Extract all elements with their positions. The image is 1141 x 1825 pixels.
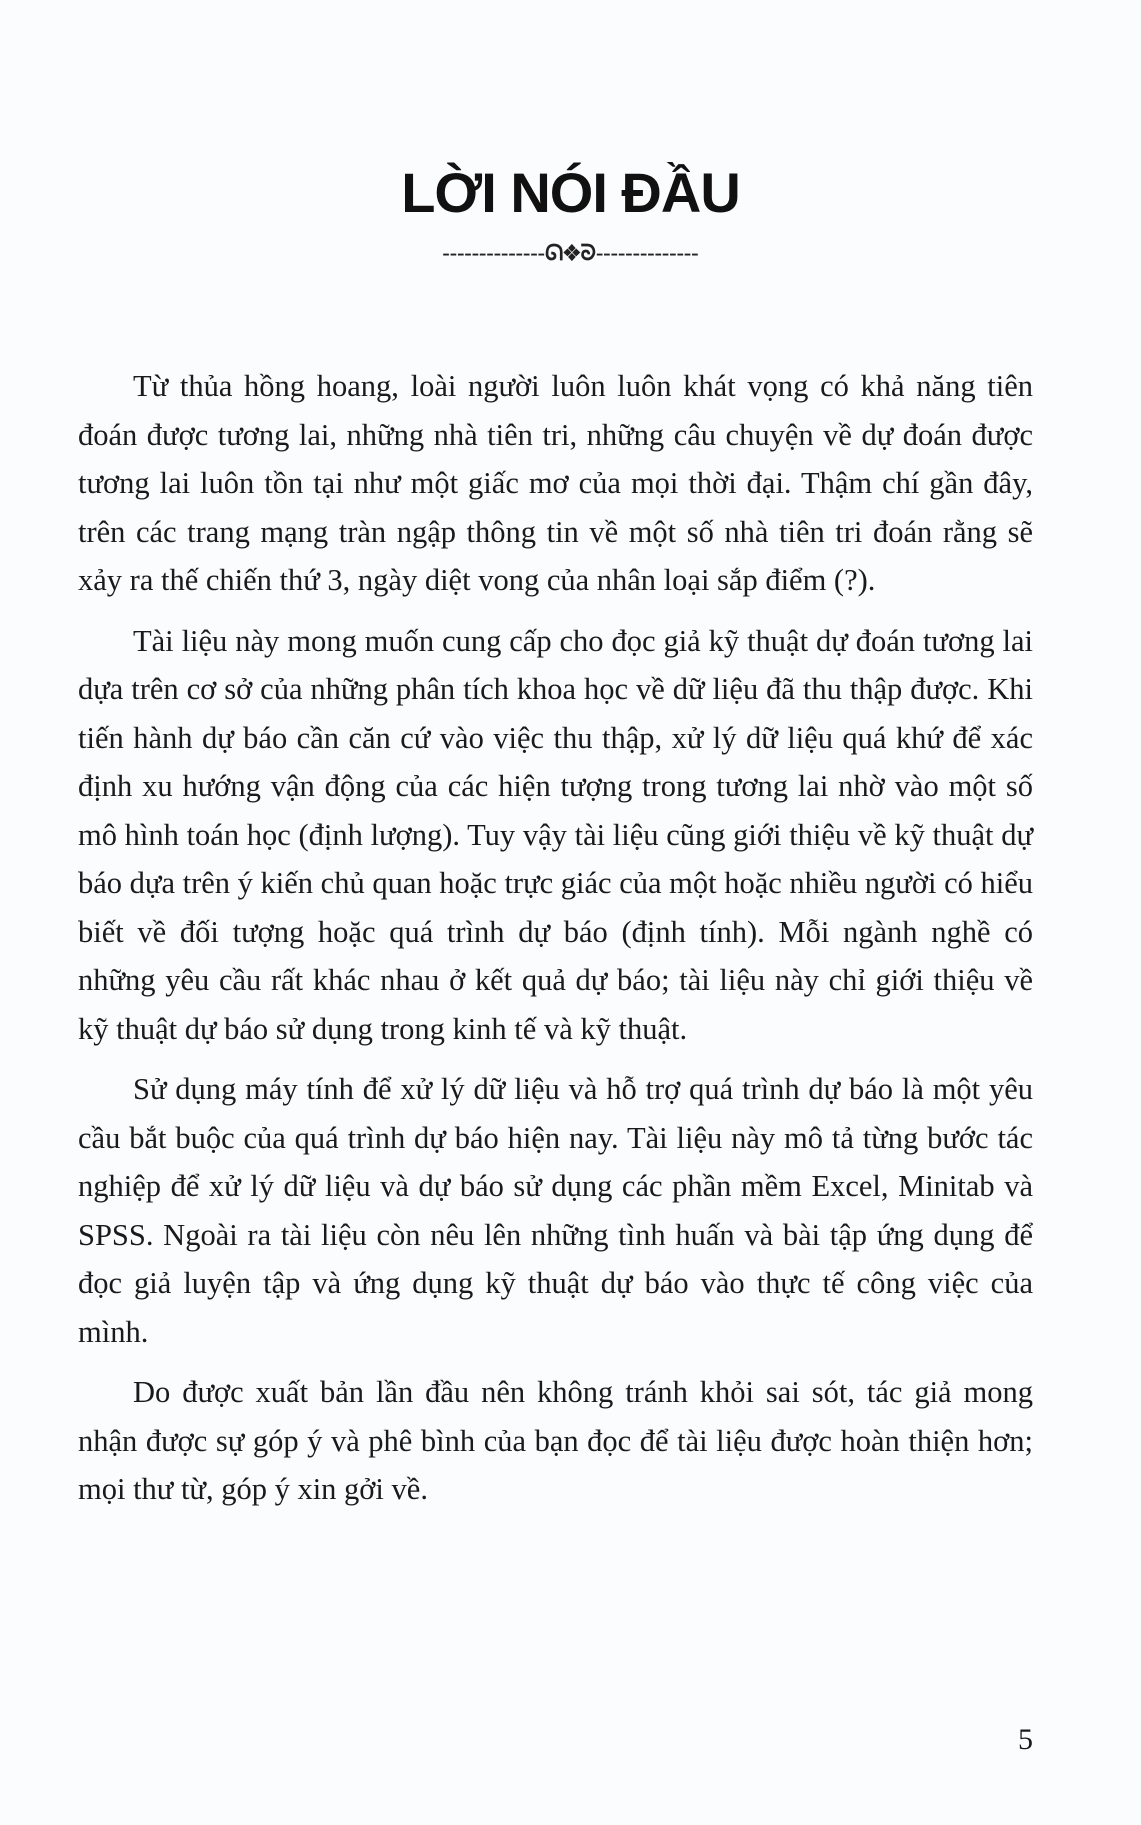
title-ornament-divider: --------------ᘏ❖ᘐ-------------- [442, 240, 699, 265]
preface-body [78, 362, 1033, 1526]
paragraph-1: Từ thủa hồng hoang, loài người luôn luôn khát vọng có khả năng tiên đoán được tương lai, những nhà tiên tri, những câu chuyện về dự đoán được tương lai luôn tồn tại như một giấc mơ của mọi thời đại. Thậm chí gần đây, trên các trang mạng tràn ngập thông tin về một số nhà tiên tri đoán rằng sẽ xảy ra thế chiến thứ 3, ngày diệt vong của nhân loại sắp điểm (?). [78, 369, 1033, 597]
page-title: LỜI NÓI ĐẦU [401, 161, 740, 224]
page-number: 5 [1018, 1723, 1033, 1756]
paragraph-2: Tài liệu này mong muốn cung cấp cho đọc giả kỹ thuật dự đoán tương lai dựa trên cơ sở của những phân tích khoa học về dữ liệu đã thu thập được. Khi tiến hành dự báo cần căn cứ vào việc thu thập, xử lý dữ liệu quá khứ để xác định xu hướng vận động của các hiện tượng trong tương lai nhờ vào một số mô hình toán học (định lượng). Tuy vậy tài liệu cũng giới thiệu về kỹ thuật dự báo dựa trên ý kiến chủ quan hoặc trực giác của một hoặc nhiều người có hiểu biết về đối tượng hoặc quá trình dự báo (định tính). Mỗi ngành nghề có những yêu cầu rất khác nhau ở kết quả dự báo; tài liệu này chỉ giới thiệu về kỹ thuật dự báo sử dụng trong kinh tế và kỹ thuật. [78, 623, 1033, 1046]
paragraph-3: Sử dụng máy tính để xử lý dữ liệu và hỗ trợ quá trình dự báo là một yêu cầu bắt buộc của quá trình dự báo hiện nay. Tài liệu này mô tả từng bước tác nghiệp để xử lý dữ liệu và dự báo sử dụng các phần mềm Excel, Minitab và SPSS. Ngoài ra tài liệu còn nêu lên những tình huấn và bài tập ứng dụng để đọc giả luyện tập và ứng dụng kỹ thuật dự báo vào thực tế công việc của mình. [78, 1072, 1033, 1349]
paragraph-4: Do được xuất bản lần đầu nên không tránh khỏi sai sót, tác giả mong nhận được sự góp ý và phê bình của bạn đọc để tài liệu được hoàn thiện hơn; mọi thư từ, góp ý xin gởi về. [78, 1375, 1033, 1506]
